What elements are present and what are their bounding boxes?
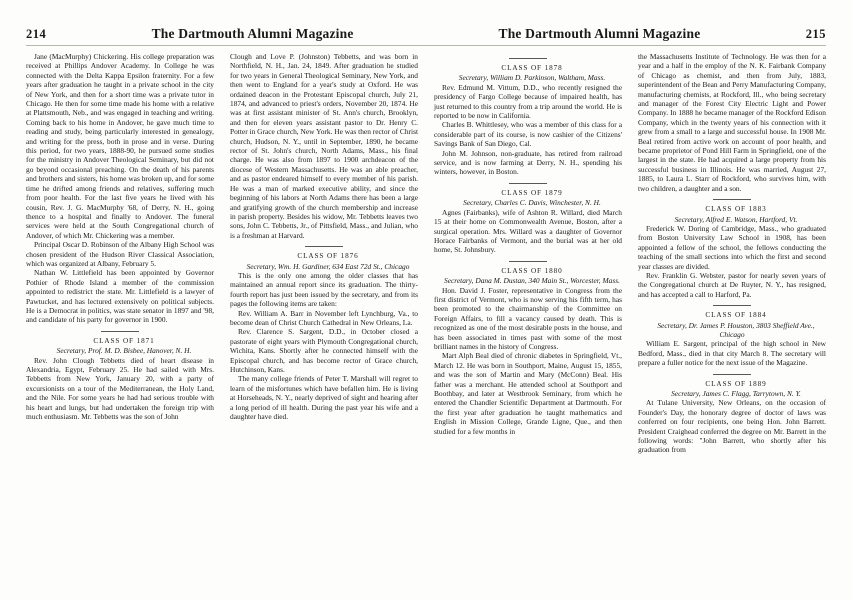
class-secretary-line: Secretary, Wm. H. Gardiner, 634 East 72d St., Chicago xyxy=(246,261,410,271)
class-heading: CLASS OF 1884 xyxy=(705,311,767,320)
header-rule xyxy=(26,45,826,46)
class-secretary-line: Secretary, James C. Flagg, Tarrytown, N. Y. xyxy=(671,389,801,398)
class-secretary-line: Secretary, Alfred E. Watson, Hartford, Vt. xyxy=(674,214,798,224)
section-divider xyxy=(509,58,547,59)
section-divider xyxy=(101,331,139,332)
body-paragraph: Hon. David J. Foster, representative in Congress from the first district of Vermont, who is now serving his fifth term, has been promoted to the chairmanship of the Committee on Foreign Affairs, to fill a vacancy caused by death. This is recognized as one of the most desirable posts in the house, and has been associated in times past with some of the most brilliant names in the history of Congress. xyxy=(434,285,622,351)
column-2 xyxy=(230,52,418,592)
body-paragraph: Rev. William A. Barr in November left Lynchburg, Va., to become dean of Christ Church Cathedral in New Orleans, La. xyxy=(230,308,418,327)
running-head-left xyxy=(26,26,419,42)
body-paragraph: Agnes (Fairbanks), wife of Ashton R. Willard, died March 15 at their home on Commonwealth Avenue, Boston, after a surgical operation. Mrs. Willard was a daughter of Governor Horace Fairbanks of Vermont, and the burial was at her old home, St. Johnsbury. xyxy=(434,207,622,255)
body-paragraph: Clough and Love P. (Johnston) Tebbetts, and was born in Northfield, N. H., Jan. 24, 1849. After graduation he studied for two years in General Theological Seminary, New York, and then went to England for a year's study at Oxford. He was ordained deacon in the Protestant Episcopal church, July 21, 1874, and advanced to priest's orders, November 20, 1874. He was at first assistant minister of St. Ann's church, Brooklyn, and then for eleven years assistant pastor to Dr. Henry C. Potter in Grace church, New York. He was then rector of Christ church, Hudson, N. Y., until in September, 1890, he became rector of St. John's church, North Adams, Mass., his final charge. He was also from 1897 to 1900 archdeacon of the diocese of Western Massachusetts. He was an able preacher, and as pastor endeared himself to every member of his parish. He was a man of marked executive ability, and since the beginning of his labors at North Adams there has been a large and gratifying growth of the church membership and increase in parish property. Besides his widow, Mr. Tebbetts leaves two sons, John C. Tebbetts, Jr., of Pittsfield, Mass., and Julian, who is a freshman at Harvard. xyxy=(230,52,418,240)
class-heading: CLASS OF 1871 xyxy=(93,336,155,345)
class-heading: CLASS OF 1879 xyxy=(501,188,563,197)
body-paragraph: Mart Alph Beal died of chronic diabetes in Springfield, Vt., March 12. He was born in Southport, Maine, August 15, 1855, and was the son of Martin and Mary (McConn) Beal. His father was a merchant. He attended school at Southport and Boothbay, and later at Westbrook Seminary, from which he entered the Chandler Scientific Department at Dartmouth. For the first year after graduation he taught mathematics and English in Mission College, Grande Ligne, Que., and then studied for a few months in xyxy=(434,351,622,436)
body-paragraph: Frederick W. Doring of Cambridge, Mass., who graduated from Boston University Law School in 1908, has been appointed a fellow of the school, the fellows conducting the teaching of the small sections into which the first and second year classes are divided. xyxy=(638,223,826,271)
body-paragraph: Charles B. Whittlesey, who was a member of this class for a considerable part of its course, is now cashier of the Citizens' Savings Bank of San Diego, Cal. xyxy=(434,120,622,149)
column-3 xyxy=(434,52,622,592)
folio-right: 215 xyxy=(805,27,827,41)
class-heading: CLASS OF 1889 xyxy=(705,379,767,388)
running-head xyxy=(26,26,826,42)
running-head-title-right: The Dartmouth Alumni Magazine xyxy=(498,26,701,41)
class-secretary-line: Secretary, Prof. M. D. Bisbee, Hanover, N. H. xyxy=(56,346,192,356)
body-paragraph: Jane (MacMurphy) Chickering. His college preparation was received at Phillips Andover Academy. In College he was connected with the Delta Kappa Epsilon fraternity. For a few years after graduation he taught in a private school in the city of New York, and then for a short time was a private tutor in Chicago. He then for some time made his home with a relative at Plattsmouth, Neb., and was engaged in teaching and writing. Coming back to his home in Andover, he gave much time to reading and study, being particularly interested in genealogy, and writing for the press, both in prose and in verse. During this period, for two years, 1888-90, he pursued some studies for the ministry in Andover Theological Seminary, but did not go beyond occasional preaching. On the death of his parents and brothers and sisters, his home was broken up, and for some time he drifted among friends and relatives, suffering much from poor health. For the last five years he lived with his cousin, Rev. J. G. MacMurphy '68, of Derry, N. H., going thence to a hospital and finally to Andover. The funeral services were held at the South Congregational church of Andover, of which Mr. Chickering was a member. xyxy=(26,52,214,240)
section-divider xyxy=(713,199,751,200)
column-1 xyxy=(26,52,214,592)
running-head-title-left: The Dartmouth Alumni Magazine xyxy=(151,26,354,41)
body-paragraph: John M. Johnson, non-graduate, has retired from railroad service, and is now farming at Derry, N. H., spending his winters, however, in Boston. xyxy=(434,148,622,177)
body-paragraph: the Massachusetts Institute of Technology. He was then for a year and a half in the employ of the N. K. Fairbank Company of Chicago as chemist, and then from July, 1883, superintendent of the Bean and Perry Manufacturing Company, manufacturing chemists, at Rockford, Ill., who being secretary and manager of the Forest City Electric Light and Power Company. In 1888 he became manager of the Rockford Edison Company, which in the twenty years of his connection with it grew from a small to a large and successful house. In 1908 Mr. Beal retired from active work on account of poor health, and became proprietor of Pond Hill Farm in Springfield, one of the largest in the state. He had acquired a large property from his successful business in Illinois. He was married, August 27, 1885, to Laura L. Starr of Rockford, who survives him, with two children, a daughter and a son. xyxy=(638,52,826,193)
column-4 xyxy=(638,52,826,592)
section-divider xyxy=(305,246,343,247)
folio-left: 214 xyxy=(26,27,47,41)
section-divider xyxy=(509,183,547,184)
body-paragraph: Rev. Edmund M. Vittum, D.D., who recently resigned the presidency of Fargo College because of impaired health, has just returned to this country from a trip around the world. He is reported to be now in California. xyxy=(434,82,622,121)
body-paragraph: The many college friends of Peter T. Marshall will regret to learn of the misfortunes which have befallen him. He is living at Horseheads, N. Y., nearly deprived of sight and hearing after a long period of ill health. During the past year his wife and a daughter have died. xyxy=(230,374,418,422)
class-heading: CLASS OF 1883 xyxy=(705,205,767,214)
class-secretary-line: Secretary, William D. Parkinson, Waltham, Mass. xyxy=(458,73,606,83)
class-secretary-line: Secretary, Charles C. Davis, Winchester, N. H. xyxy=(463,198,601,208)
body-paragraph: Principal Oscar D. Robinson of the Albany High School was chosen president of the Hudson River Classical Association, which was organized at Albany, February 5. xyxy=(26,240,214,268)
class-secretary-line: Secretary, Dana M. Dustan, 340 Main St., Worcester, Mass. xyxy=(444,276,620,286)
class-secretary-line: Secretary, Dr. James P. Houston, 3803 Sheffield Ave., Chicago xyxy=(657,320,815,339)
class-heading: CLASS OF 1880 xyxy=(501,266,563,275)
section-divider xyxy=(713,305,751,306)
section-divider xyxy=(509,261,547,262)
running-head-right xyxy=(433,26,826,42)
body-paragraph: William E. Sargent, principal of the high school in New Bedford, Mass., died in that city March 8. The secretary will prepare a fuller notice for the next issue of the Magazine. xyxy=(638,339,826,368)
body-paragraph: Nathan W. Littlefield has been appointed by Governor Pothier of Rhode Island a member of the commission appointed to redistrict the state. Mr. Littlefield is a lawyer of Pawtucket, and has lectured extensively on political subjects. He is a Democrat in politics, was state senator in 1897 and '98, and candidate of his party for governor in 1900. xyxy=(26,268,214,325)
section-divider xyxy=(713,374,751,375)
body-paragraph: Rev. Franklin G. Webster, pastor for nearly seven years of the Congregational church at De Ruyter, N. Y., has resigned, and has accepted a call to Harford, Pa. xyxy=(638,270,826,299)
body-paragraph: This is the only one among the older classes that has maintained an annual report since its graduation. The thirty-fourth report has just been issued by the secretary, and from its pages the following items are taken: xyxy=(230,270,418,309)
class-heading: CLASS OF 1878 xyxy=(501,64,563,72)
body-paragraph: Rev. Clarence S. Sargent, D.D., in October closed a pastorate of eight years with Plymouth Congregational church, Wichita, Kans. Shortly after he connected himself with the Episcopal church, and has become rector of Grace church, Hutchinson, Kans. xyxy=(230,327,418,374)
body-paragraph: At Tulane University, New Orleans, on the occasion of Founder's Day, the honorary degree of doctor of laws was conferred on four recipients, one being Hon. John Barrett. President Craighead conferred the degree on Mr. Barrett in the following words: "John Barrett, who shortly after his graduation from xyxy=(638,398,826,455)
class-heading: CLASS OF 1876 xyxy=(297,252,359,261)
text-columns xyxy=(26,52,826,592)
body-paragraph: Rev. John Clough Tebbetts died of heart disease in Alexandria, Egypt, February 25. He had sailed with Mrs. Tebbetts from New York, January 20, with a party of excursionists on a tour of the Mediterranean, the Holy Land, and the Nile. For some years he had had serious trouble with his heart and lungs, but had undertaken the foreign trip with much enthusiasm. Mr. Tebbetts was the son of John xyxy=(26,355,214,422)
